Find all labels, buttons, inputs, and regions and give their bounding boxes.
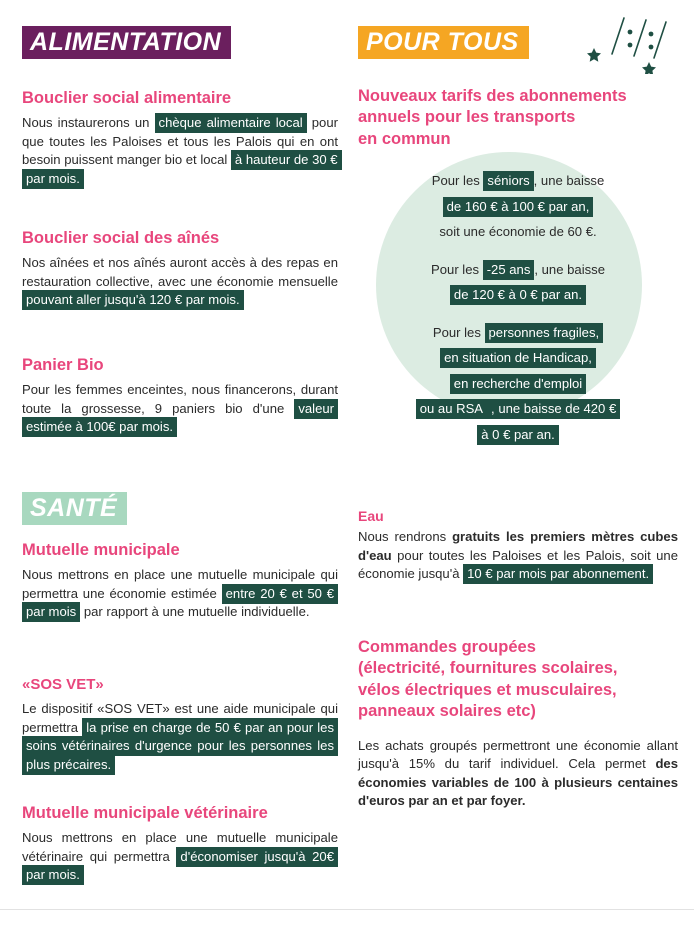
footer-divider	[0, 909, 694, 910]
highlight-part: en situation de Handicap,	[440, 348, 596, 368]
bold-part: des économies variables de 100 à plusieurs centaines d'euros par an et par foyer.	[358, 756, 678, 809]
transport-line	[358, 282, 678, 308]
text-part: Nos aînées et nos aînés auront accès à des repas en restauration collective, avec une économie mensuelle	[22, 255, 338, 289]
highlight-part: pouvant aller jusqu'à 120 € par mois.	[22, 290, 244, 310]
heading-eau: Eau	[358, 508, 384, 524]
block-mutuelle-municipale	[22, 540, 338, 622]
heading-line: Nouveaux tarifs des abonnements	[358, 87, 627, 105]
block-mutuelle-veterinaire	[22, 803, 338, 885]
highlight-part: à hauteur de 30 € par mois.	[22, 150, 342, 189]
text-part: Pour les	[431, 173, 484, 188]
transport-line	[358, 396, 678, 422]
block-sos-vet	[22, 676, 338, 775]
paragraph-eau	[358, 528, 678, 584]
highlight-part: en recherche d'emploi	[450, 374, 586, 394]
transport-line	[358, 194, 678, 220]
highlight-part: d'économiser jusqu'à 20€ par mois.	[22, 847, 338, 886]
transport-line	[358, 320, 678, 346]
text-part: , une baisse	[534, 261, 605, 277]
highlight-part: de 120 € à 0 € par an.	[450, 285, 586, 305]
banner-pour-tous-label: POUR TOUS	[358, 26, 529, 59]
highlight-part: la prise en charge de 50 € par an pour les soins vétérinaires d'urgence pour les personnes les plus précaires.	[22, 718, 338, 775]
text-part: , une baisse	[533, 173, 605, 188]
text-part: Nous mettrons en place une mutuelle municipale qui permettra une économie estimée	[22, 567, 338, 601]
heading-sos-vet: «SOS VET»	[22, 676, 104, 693]
transport-line	[358, 219, 678, 245]
block-bouclier-social-alimentaire	[22, 88, 338, 188]
text-part: Le dispositif «SOS VET» est une aide municipale qui permettra	[22, 701, 338, 735]
banner-alimentation-label: ALIMENTATION	[22, 26, 231, 59]
spacer	[358, 245, 678, 257]
text-part: Pour les	[432, 324, 485, 340]
paragraph-bouclier-social-alimentaire	[22, 114, 338, 188]
heading-mutuelle-municipale: Mutuelle municipale	[22, 541, 180, 559]
text-part: Nous rendrons	[358, 529, 453, 545]
heading-panier-bio: Panier Bio	[22, 356, 104, 374]
heading-line: (électricité, fournitures scolaires,	[358, 659, 618, 678]
paragraph-mutuelle-municipale	[22, 566, 338, 622]
highlight-part: ou au RSA	[416, 399, 487, 419]
text-part: par rapport à une mutuelle individuelle.	[80, 604, 310, 620]
highlight-part: , une baisse de 420 €	[487, 399, 620, 419]
transport-line	[358, 422, 678, 448]
heading-mutuelle-veterinaire: Mutuelle municipale vétérinaire	[22, 804, 268, 822]
heading-line: en commun	[358, 129, 451, 148]
block-panier-bio	[22, 355, 338, 437]
paragraph-mutuelle-veterinaire	[22, 829, 338, 885]
highlight-part: entre 20 € et 50 € par mois	[22, 584, 338, 623]
block-transport-heading	[358, 86, 678, 156]
heading-bouclier-social-aines: Bouclier social des aînés	[22, 229, 220, 247]
section-banner-alimentation	[22, 26, 338, 59]
text-part: pour toutes les Paloises et les Palois, soit une économie jusqu'à	[358, 547, 678, 582]
heading-commandes-groupees	[358, 637, 678, 723]
highlight-part: -25 ans	[483, 260, 535, 280]
block-commandes-groupees	[358, 637, 678, 811]
text-part: pour que toutes les Paloises et tous les Palois qui en ont besoin puissent manger bio et local	[22, 115, 338, 168]
text-part: Pour les femmes enceintes, nous financerons, durant toute la grossesse, 9 paniers bio d'une	[22, 382, 338, 416]
section-banner-sante	[22, 492, 338, 525]
highlight-part: 10 € par mois par abonnement.	[463, 564, 653, 584]
paragraph-panier-bio	[22, 381, 338, 437]
text-part: Pour les	[431, 261, 483, 277]
paragraph-sos-vet	[22, 700, 338, 774]
block-eau	[358, 508, 678, 584]
heading-transport	[358, 86, 678, 150]
bold-part: gratuits les premiers mètres cubes d'eau	[358, 529, 678, 563]
text-part: soit une économie de 60 €.	[439, 224, 597, 240]
heading-bouclier-social-alimentaire: Bouclier social alimentaire	[22, 89, 232, 107]
highlight-part: séniors	[483, 171, 533, 191]
heading-line: annuels pour les transports	[358, 108, 576, 127]
text-part: Nous instaurerons un	[22, 115, 155, 131]
paragraph-bouclier-social-aines	[22, 254, 338, 310]
highlight-part: de 160 € à 100 € par an,	[443, 197, 594, 217]
transport-line	[358, 371, 678, 397]
highlight-part: chèque alimentaire local	[155, 113, 307, 133]
section-banner-pour-tous	[358, 26, 678, 59]
highlight-part: valeur estimée à 100€ par mois.	[22, 399, 338, 438]
transport-line	[358, 345, 678, 371]
heading-line: panneaux solaires etc)	[358, 702, 536, 721]
transport-line	[358, 168, 678, 194]
text-part: Les achats groupés permettront une économie allant jusqu'à 15% du tarif individuel. Cela permet	[358, 737, 678, 772]
highlight-part: à 0 € par an.	[477, 425, 559, 445]
highlight-part: personnes fragiles,	[485, 323, 604, 343]
transport-line	[358, 257, 678, 283]
transport-tariff-list	[358, 168, 678, 447]
spacer	[358, 308, 678, 320]
paragraph-commandes-groupees	[358, 737, 678, 811]
text-part: Nous mettrons en place une mutuelle municipale vétérinaire qui permettra	[22, 830, 338, 864]
heading-line: vélos électriques et musculaires,	[358, 680, 617, 699]
heading-line: Commandes groupées	[358, 638, 536, 656]
banner-sante-label: SANTÉ	[22, 492, 127, 525]
block-bouclier-social-aines	[22, 228, 338, 310]
